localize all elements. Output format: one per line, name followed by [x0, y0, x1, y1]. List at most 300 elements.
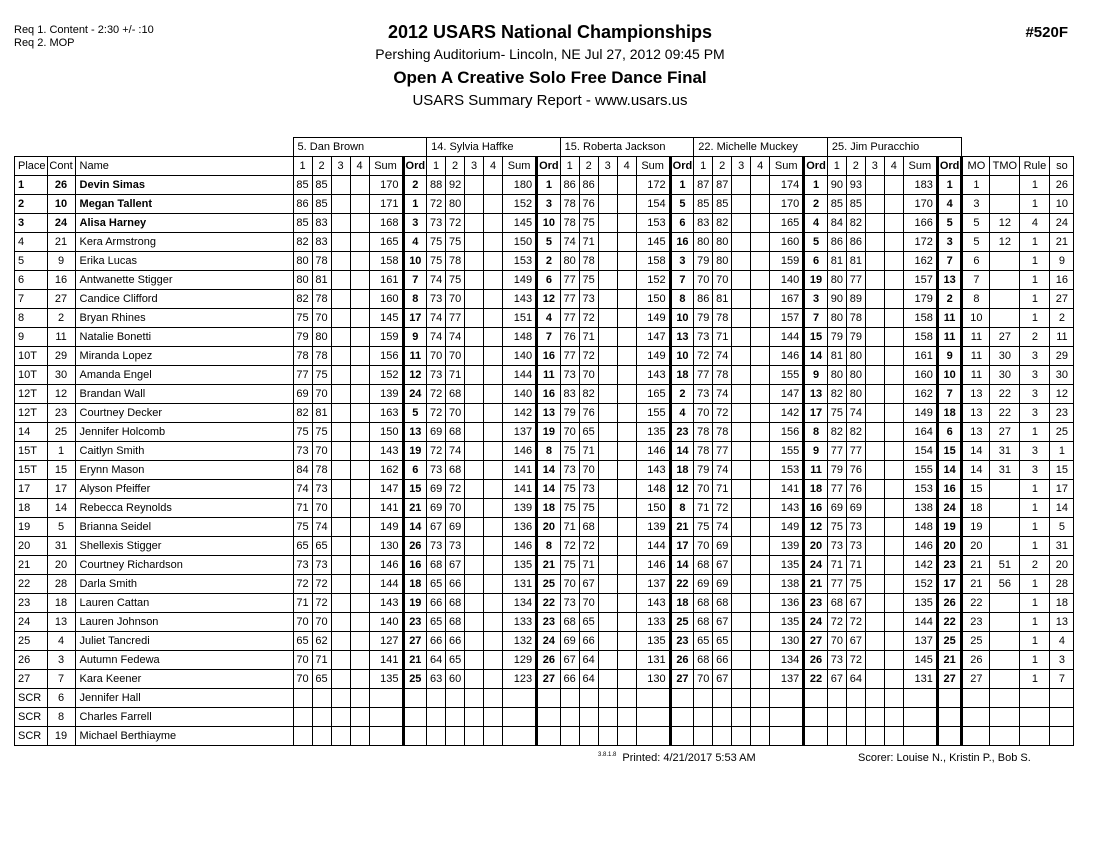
ord-cell: 12 [670, 480, 694, 499]
ord-cell: 17 [937, 575, 962, 594]
name-cell: Darla Smith [75, 575, 293, 594]
score-cell: 65 [579, 423, 598, 442]
score-cell [484, 290, 503, 309]
score-cell: 77 [846, 271, 865, 290]
ord-cell [937, 727, 962, 746]
ord-cell [403, 708, 427, 727]
score-cell: 73 [427, 461, 446, 480]
score-cell [484, 271, 503, 290]
sum-cell: 135 [636, 632, 670, 651]
score-cell: 74 [560, 233, 579, 252]
sum-cell: 160 [369, 290, 403, 309]
sum-cell: 146 [636, 556, 670, 575]
score-cell [465, 309, 484, 328]
sum-cell: 147 [636, 328, 670, 347]
score-cell [598, 727, 617, 746]
sum-cell: 136 [770, 594, 804, 613]
score-cell: 77 [293, 366, 312, 385]
name-header: Name [75, 157, 293, 176]
sum-cell: 139 [369, 385, 403, 404]
contestant-number-cell: 12 [47, 385, 75, 404]
score-cell [865, 632, 884, 651]
score-cell [884, 290, 903, 309]
rule-cell: 1 [1020, 233, 1050, 252]
score-cell: 70 [694, 670, 713, 689]
sum-cell: 153 [503, 252, 537, 271]
score-cell [865, 651, 884, 670]
tmo-cell [990, 708, 1020, 727]
contestant-number-cell: 8 [47, 708, 75, 727]
sum-cell: 156 [369, 347, 403, 366]
score-cell [884, 442, 903, 461]
sum-cell: 153 [903, 480, 937, 499]
contestant-number-cell: 3 [47, 651, 75, 670]
score-cell: 86 [827, 233, 846, 252]
rule-cell [1020, 708, 1050, 727]
judge-name-header: 15. Roberta Jackson [560, 138, 694, 157]
score-cell: 74 [846, 404, 865, 423]
score-cell [865, 271, 884, 290]
score-cell [465, 575, 484, 594]
score-cell [732, 708, 751, 727]
mo-cell: 10 [962, 309, 990, 328]
sum-cell: 167 [770, 290, 804, 309]
sum-cell: 145 [503, 214, 537, 233]
score-cell [884, 632, 903, 651]
place-cell: 20 [15, 537, 48, 556]
ord-cell [804, 708, 828, 727]
score-cell: 72 [312, 575, 331, 594]
score-cell: 68 [446, 385, 465, 404]
score-cell: 69 [427, 499, 446, 518]
sum-cell: 141 [369, 651, 403, 670]
score-cell [865, 461, 884, 480]
score-cell [694, 727, 713, 746]
so-cell: 30 [1050, 366, 1074, 385]
table-row [15, 423, 1074, 442]
score-cell: 77 [560, 271, 579, 290]
sum-cell: 145 [369, 309, 403, 328]
rule-cell: 3 [1020, 442, 1050, 461]
sum-cell [636, 727, 670, 746]
score-cell: 75 [694, 518, 713, 537]
tmo-cell [990, 651, 1020, 670]
contestant-number-cell: 18 [47, 594, 75, 613]
ord-cell: 23 [804, 594, 828, 613]
score-cell: 73 [694, 328, 713, 347]
sum-cell: 158 [369, 252, 403, 271]
score-cell [732, 366, 751, 385]
score-cell [598, 347, 617, 366]
mark-col-header: 4 [751, 157, 770, 176]
score-cell: 89 [846, 290, 865, 309]
sum-cell: 155 [770, 366, 804, 385]
tmo-cell [990, 290, 1020, 309]
sum-cell: 123 [503, 670, 537, 689]
score-cell: 70 [293, 613, 312, 632]
score-cell: 82 [846, 423, 865, 442]
rule-cell: 1 [1020, 176, 1050, 195]
score-cell [694, 708, 713, 727]
contestant-number-cell: 30 [47, 366, 75, 385]
score-cell [751, 518, 770, 537]
score-cell: 86 [846, 233, 865, 252]
report-subtitle: USARS Summary Report - www.usars.us [412, 92, 688, 109]
sum-cell: 149 [636, 347, 670, 366]
tmo-cell [990, 271, 1020, 290]
sum-cell: 146 [903, 537, 937, 556]
ord-cell: 10 [403, 252, 427, 271]
ord-cell: 9 [403, 328, 427, 347]
sum-cell: 164 [903, 423, 937, 442]
sum-cell: 141 [770, 480, 804, 499]
sum-cell: 160 [770, 233, 804, 252]
ord-cell: 16 [537, 385, 561, 404]
ord-cell: 4 [670, 404, 694, 423]
score-cell: 78 [694, 442, 713, 461]
score-cell: 73 [560, 594, 579, 613]
sum-cell: 142 [770, 404, 804, 423]
name-cell: Jennifer Hall [75, 689, 293, 708]
ord-cell: 13 [804, 385, 828, 404]
sum-cell: 149 [636, 309, 670, 328]
sum-cell: 170 [770, 195, 804, 214]
tmo-cell [990, 537, 1020, 556]
score-cell: 73 [293, 556, 312, 575]
score-cell [617, 499, 636, 518]
score-cell: 74 [446, 442, 465, 461]
mo-cell: 19 [962, 518, 990, 537]
score-cell [865, 556, 884, 575]
score-cell [617, 442, 636, 461]
ord-cell: 24 [937, 499, 962, 518]
ord-cell: 6 [537, 271, 561, 290]
sum-cell: 158 [636, 252, 670, 271]
score-cell [484, 347, 503, 366]
venue-line: Pershing Auditorium- Lincoln, NE Jul 27, 2012 09:45 PM [375, 46, 725, 62]
score-cell [732, 670, 751, 689]
score-cell [350, 651, 369, 670]
so-cell: 12 [1050, 385, 1074, 404]
score-cell [732, 461, 751, 480]
mo-cell: 18 [962, 499, 990, 518]
rule-cell: 1 [1020, 670, 1050, 689]
place-cell: 22 [15, 575, 48, 594]
score-cell [617, 689, 636, 708]
ord-cell: 3 [804, 290, 828, 309]
score-cell [884, 708, 903, 727]
score-cell: 78 [694, 423, 713, 442]
mark-col-header: 1 [560, 157, 579, 176]
score-cell [865, 176, 884, 195]
ord-cell: 14 [804, 347, 828, 366]
rule-cell: 1 [1020, 309, 1050, 328]
sum-cell: 142 [903, 556, 937, 575]
ord-cell: 4 [537, 309, 561, 328]
table-row [15, 689, 1074, 708]
score-cell [732, 689, 751, 708]
score-cell [484, 499, 503, 518]
mark-col-header: 1 [694, 157, 713, 176]
place-cell: SCR [15, 727, 48, 746]
score-cell: 67 [713, 556, 732, 575]
score-cell [884, 271, 903, 290]
ord-cell [670, 689, 694, 708]
mo-cell: 26 [962, 651, 990, 670]
score-cell [732, 233, 751, 252]
score-cell: 70 [427, 347, 446, 366]
score-cell: 83 [312, 214, 331, 233]
ord-cell: 7 [804, 309, 828, 328]
ord-cell: 1 [670, 176, 694, 195]
ord-cell: 21 [670, 518, 694, 537]
sum-cell: 147 [369, 480, 403, 499]
score-cell: 81 [846, 252, 865, 271]
place-cell: 21 [15, 556, 48, 575]
sum-cell: 137 [903, 632, 937, 651]
name-cell: Amanda Engel [75, 366, 293, 385]
rule-cell: 1 [1020, 480, 1050, 499]
rule-cell: 1 [1020, 632, 1050, 651]
mark-col-header: 1 [293, 157, 312, 176]
score-cell: 69 [560, 632, 579, 651]
score-cell: 75 [312, 423, 331, 442]
sum-cell: 141 [503, 480, 537, 499]
sum-cell: 148 [903, 518, 937, 537]
sum-cell [903, 708, 937, 727]
mo-cell: 11 [962, 347, 990, 366]
score-cell: 65 [713, 632, 732, 651]
ord-cell: 26 [537, 651, 561, 670]
score-cell: 78 [312, 290, 331, 309]
score-cell: 72 [427, 385, 446, 404]
sum-cell [770, 708, 804, 727]
score-cell: 80 [827, 366, 846, 385]
score-cell: 70 [312, 613, 331, 632]
score-cell: 73 [293, 442, 312, 461]
score-cell: 66 [579, 632, 598, 651]
score-cell [350, 613, 369, 632]
score-cell [617, 309, 636, 328]
sum-cell [369, 689, 403, 708]
sum-cell: 150 [503, 233, 537, 252]
contestant-number-cell: 20 [47, 556, 75, 575]
score-cell: 90 [827, 290, 846, 309]
score-cell [732, 556, 751, 575]
mark-col-header: 3 [598, 157, 617, 176]
score-cell [617, 575, 636, 594]
score-cell [865, 594, 884, 613]
score-cell [732, 537, 751, 556]
score-cell [884, 366, 903, 385]
ord-cell: 15 [403, 480, 427, 499]
ord-cell: 10 [670, 347, 694, 366]
name-cell: Shellexis Stigger [75, 537, 293, 556]
score-cell: 80 [846, 385, 865, 404]
score-cell [732, 290, 751, 309]
so-cell: 21 [1050, 233, 1074, 252]
score-cell [617, 271, 636, 290]
sum-cell [503, 708, 537, 727]
table-row [15, 252, 1074, 271]
score-cell [751, 176, 770, 195]
place-cell: 8 [15, 309, 48, 328]
score-cell: 81 [827, 347, 846, 366]
score-cell: 82 [293, 290, 312, 309]
score-cell: 85 [846, 195, 865, 214]
so-cell: 10 [1050, 195, 1074, 214]
score-cell [617, 404, 636, 423]
score-cell: 65 [312, 537, 331, 556]
sum-cell [903, 727, 937, 746]
score-cell [751, 537, 770, 556]
score-cell [827, 689, 846, 708]
score-cell [331, 309, 350, 328]
score-cell [465, 613, 484, 632]
mark-col-header: 2 [846, 157, 865, 176]
score-cell [865, 518, 884, 537]
score-cell [751, 613, 770, 632]
contestant-number-cell: 14 [47, 499, 75, 518]
score-cell: 68 [446, 461, 465, 480]
ord-cell: 13 [937, 271, 962, 290]
score-cell: 75 [579, 499, 598, 518]
score-cell [884, 347, 903, 366]
score-cell: 82 [713, 214, 732, 233]
mo-cell: 21 [962, 575, 990, 594]
score-cell: 62 [312, 632, 331, 651]
score-cell: 73 [827, 537, 846, 556]
score-cell [732, 499, 751, 518]
score-cell [617, 708, 636, 727]
place-cell: 17 [15, 480, 48, 499]
score-cell: 75 [579, 271, 598, 290]
sum-cell: 158 [903, 328, 937, 347]
score-cell [732, 176, 751, 195]
score-cell [331, 271, 350, 290]
score-cell [598, 195, 617, 214]
score-cell: 75 [293, 423, 312, 442]
place-cell: SCR [15, 708, 48, 727]
so-cell: 4 [1050, 632, 1074, 651]
ord-cell: 23 [403, 613, 427, 632]
rule-cell: 4 [1020, 214, 1050, 233]
so-cell: 5 [1050, 518, 1074, 537]
score-cell: 70 [579, 461, 598, 480]
score-cell: 70 [827, 632, 846, 651]
score-cell: 75 [560, 442, 579, 461]
score-cell: 69 [427, 423, 446, 442]
rule-cell: 3 [1020, 385, 1050, 404]
sum-cell: 159 [770, 252, 804, 271]
tmo-cell: 12 [990, 214, 1020, 233]
score-cell: 67 [713, 613, 732, 632]
tmo-cell [990, 176, 1020, 195]
score-cell [617, 632, 636, 651]
score-cell [598, 556, 617, 575]
score-cell: 88 [427, 176, 446, 195]
ord-cell: 5 [670, 195, 694, 214]
contestant-number-cell: 19 [47, 727, 75, 746]
score-cell [331, 575, 350, 594]
mark-col-header: 4 [884, 157, 903, 176]
score-cell [732, 328, 751, 347]
score-cell: 78 [846, 309, 865, 328]
ord-cell: 21 [403, 651, 427, 670]
score-cell [579, 708, 598, 727]
score-cell [732, 575, 751, 594]
score-cell: 85 [293, 176, 312, 195]
score-cell: 70 [312, 385, 331, 404]
score-cell: 80 [694, 233, 713, 252]
name-cell: Miranda Lopez [75, 347, 293, 366]
score-cell [617, 233, 636, 252]
score-cell: 71 [713, 328, 732, 347]
score-cell: 70 [312, 309, 331, 328]
score-cell: 70 [579, 366, 598, 385]
sum-cell: 155 [770, 442, 804, 461]
score-cell [331, 328, 350, 347]
score-cell: 80 [293, 271, 312, 290]
sum-cell: 170 [369, 176, 403, 195]
sum-cell: 144 [369, 575, 403, 594]
score-cell [484, 613, 503, 632]
ord-cell: 11 [804, 461, 828, 480]
place-cell: 14 [15, 423, 48, 442]
table-row [15, 271, 1074, 290]
score-cell: 79 [846, 328, 865, 347]
place-cell: 12T [15, 385, 48, 404]
score-cell [732, 518, 751, 537]
score-cell [884, 670, 903, 689]
score-cell [884, 575, 903, 594]
ord-cell: 26 [937, 594, 962, 613]
place-cell: 23 [15, 594, 48, 613]
score-cell: 69 [293, 385, 312, 404]
score-cell [350, 518, 369, 537]
score-cell [713, 708, 732, 727]
ord-cell: 23 [537, 613, 561, 632]
scorer-line [858, 752, 1031, 764]
score-cell [732, 594, 751, 613]
place-cell: 6 [15, 271, 48, 290]
rule-cell: 3 [1020, 404, 1050, 423]
score-cell: 73 [827, 651, 846, 670]
sum-cell: 155 [636, 404, 670, 423]
score-cell [884, 499, 903, 518]
mo-cell [962, 727, 990, 746]
sum-cell: 143 [369, 594, 403, 613]
score-cell [865, 727, 884, 746]
score-cell [465, 556, 484, 575]
ord-cell: 18 [670, 366, 694, 385]
score-cell: 75 [293, 309, 312, 328]
score-cell: 73 [427, 537, 446, 556]
score-cell: 68 [694, 556, 713, 575]
score-cell [865, 195, 884, 214]
mo-cell [962, 708, 990, 727]
ord-cell: 3 [670, 252, 694, 271]
score-cell [751, 271, 770, 290]
score-cell: 75 [579, 214, 598, 233]
score-cell [617, 195, 636, 214]
score-cell [465, 442, 484, 461]
score-cell [751, 556, 770, 575]
score-cell: 73 [312, 556, 331, 575]
so-cell: 28 [1050, 575, 1074, 594]
place-cell: 18 [15, 499, 48, 518]
score-cell: 72 [446, 214, 465, 233]
